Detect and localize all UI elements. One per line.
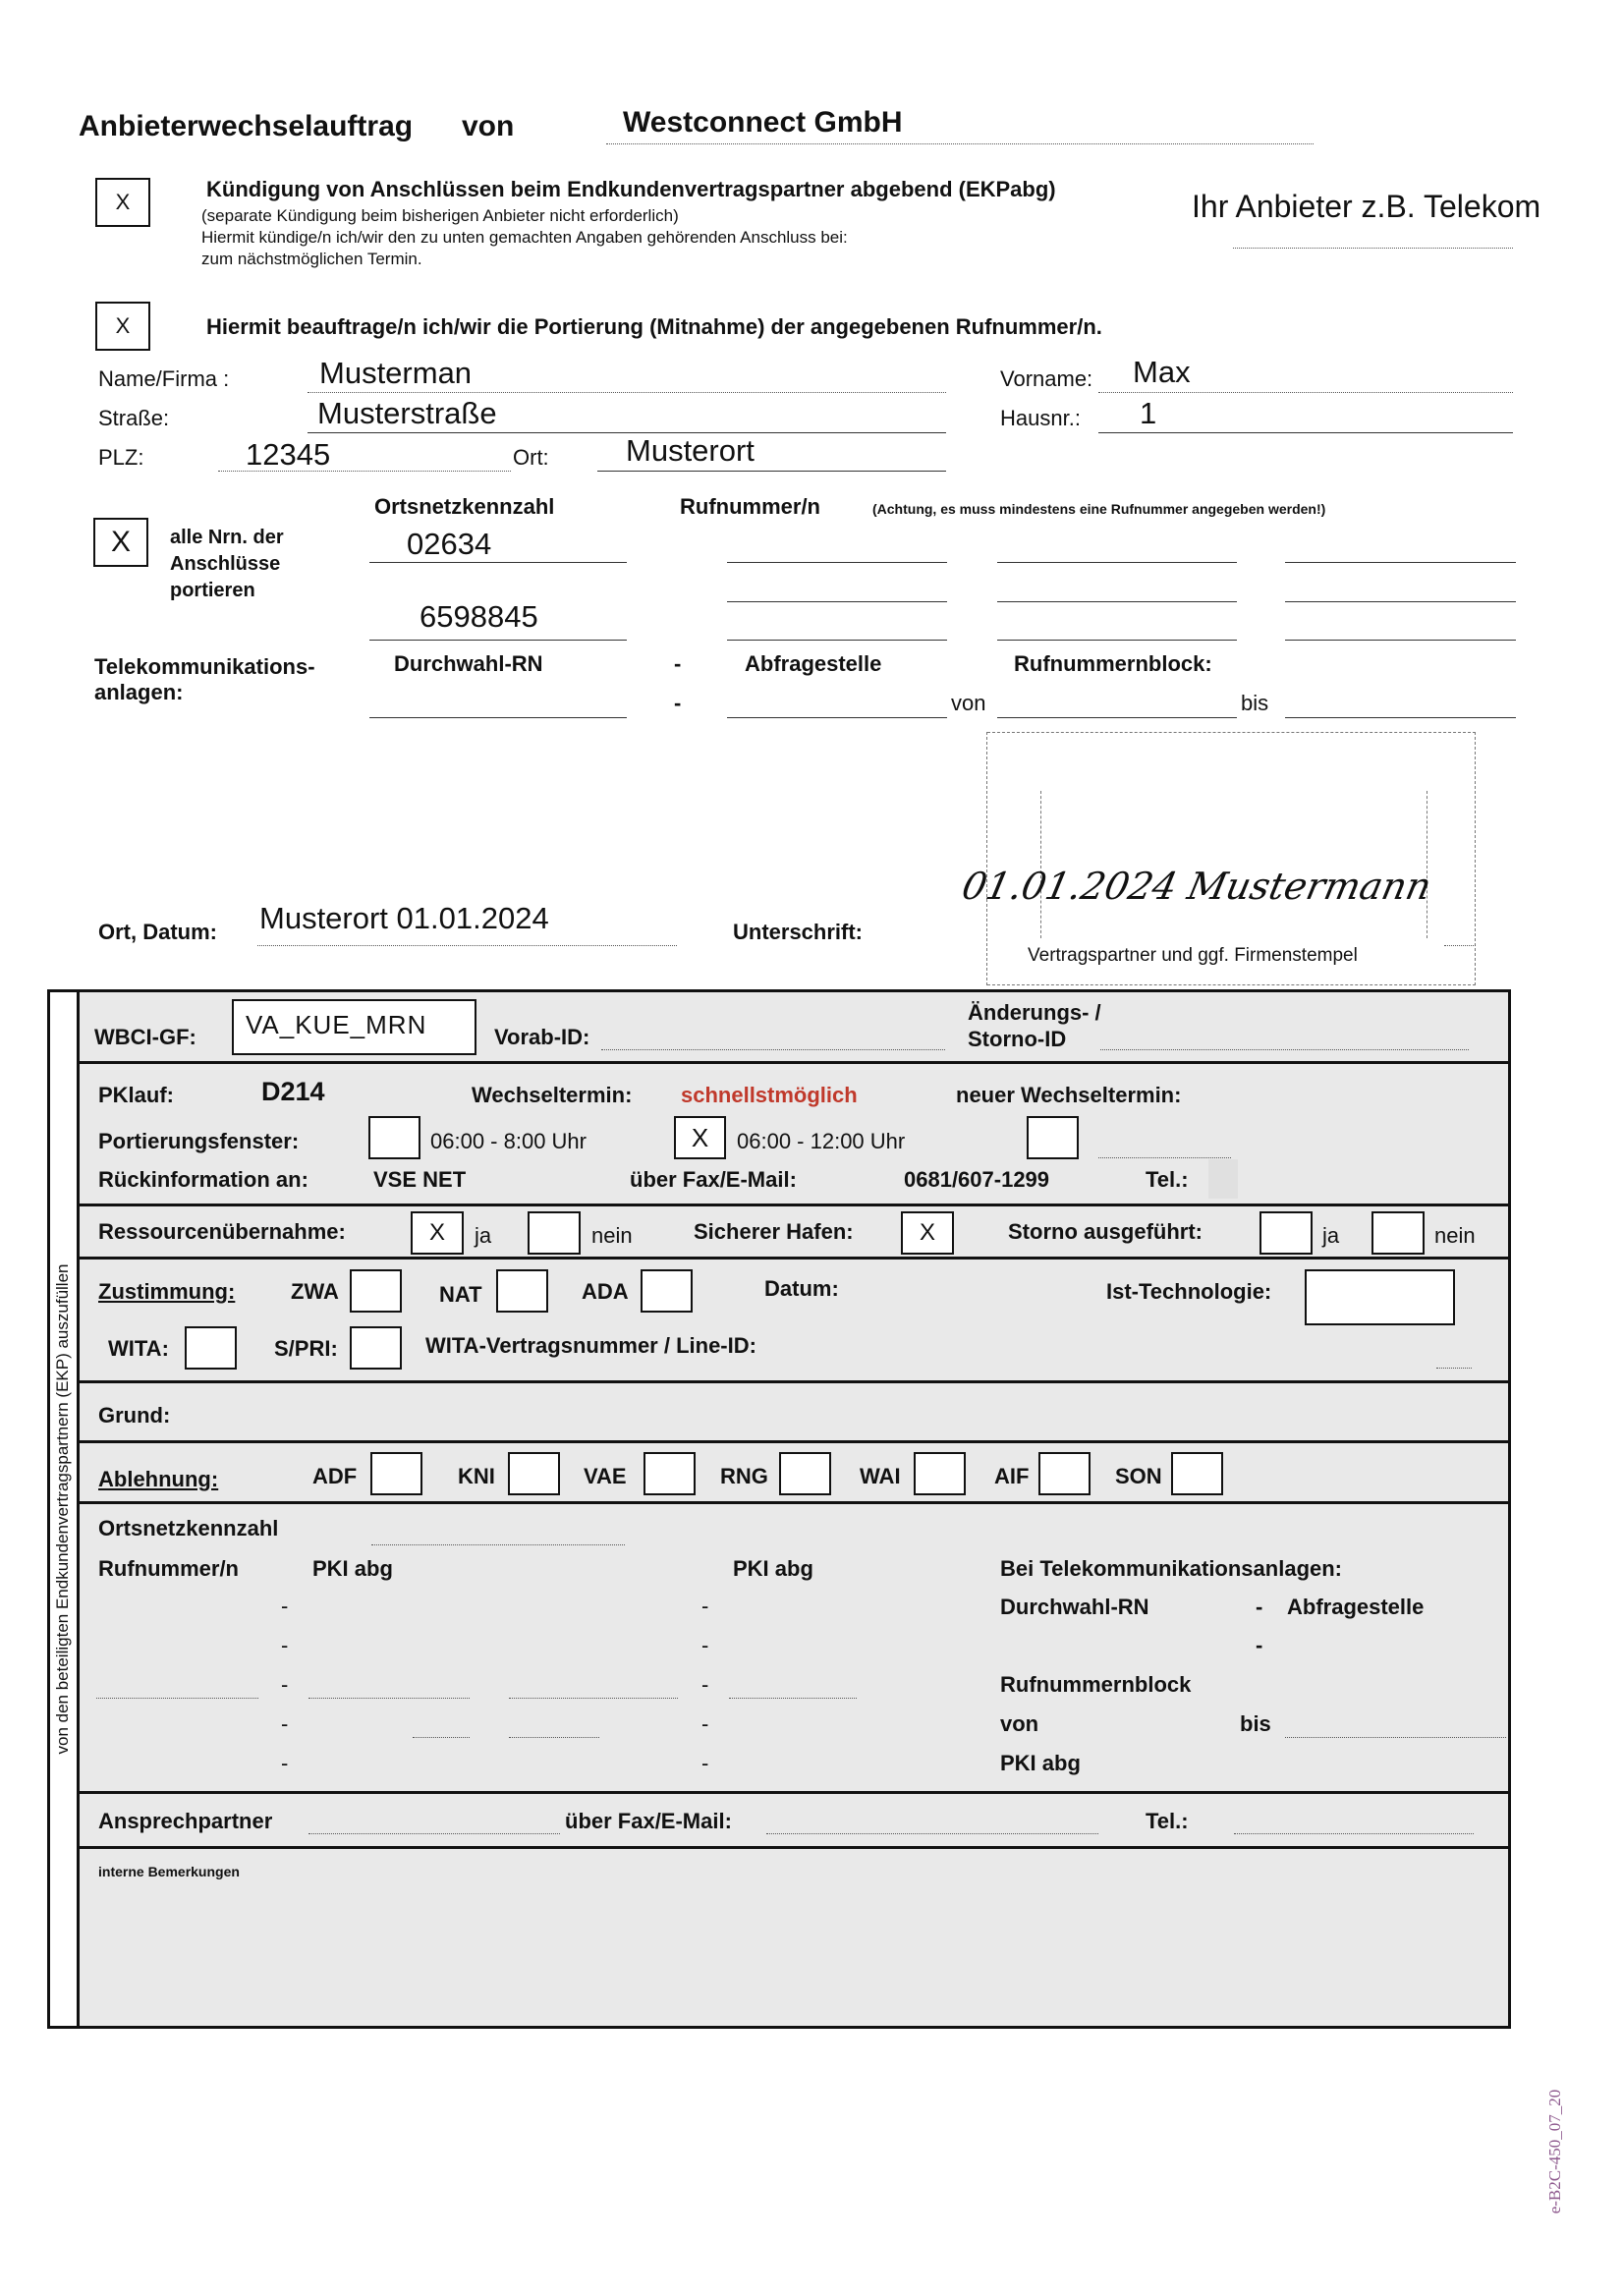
company-name: Westconnect GmbH: [623, 106, 903, 139]
block2-von: von: [1000, 1711, 1039, 1736]
nat-checkbox[interactable]: [496, 1269, 548, 1313]
adf-label: ADF: [312, 1464, 358, 1488]
rufnummer-line-2c: [1285, 601, 1516, 602]
storno-ja-checkbox[interactable]: [1259, 1211, 1313, 1255]
handwritten-signature: 01.01.2024 Mustermann: [958, 865, 1435, 908]
onkz-value[interactable]: 02634: [407, 527, 492, 561]
ort-line: [597, 471, 946, 472]
stamp-caption: Vertragspartner und ggf. Firmenstempel: [1028, 945, 1358, 966]
ansprechpartner-label: Ansprechpartner: [98, 1809, 273, 1833]
form-code: e-B2C-450_07_20: [1545, 2089, 1564, 2214]
row3-line-d: [729, 1698, 857, 1699]
ressource-ja-checkbox[interactable]: X: [411, 1211, 464, 1255]
onkz2-line: [371, 1544, 625, 1545]
storno-label: Storno ausgeführt:: [1008, 1219, 1203, 1244]
aenderung-label-1: Änderungs- /: [968, 1000, 1101, 1025]
onkz-line: [369, 562, 627, 563]
rufnummer-line-2a: [727, 601, 947, 602]
pki-abg-label-1: PKI abg: [312, 1556, 393, 1581]
unterschrift-line: [1444, 945, 1476, 946]
hafen-label: Sicherer Hafen:: [694, 1219, 854, 1244]
row4-line-a: [413, 1737, 470, 1738]
name-line: [308, 392, 946, 393]
rufnummer-line-1a: [727, 562, 947, 563]
name-value[interactable]: Musterman: [319, 356, 473, 390]
all-numbers-label-3: portieren: [170, 580, 255, 601]
ekp-side-label: von den beteiligten Endkundenvertragspartnern (EKP) auszufüllen: [53, 1263, 72, 1755]
spri-checkbox[interactable]: [350, 1326, 402, 1370]
tk-label-2: anlagen:: [94, 680, 184, 704]
durchwahl-line: [369, 717, 627, 718]
aif-checkbox[interactable]: [1038, 1452, 1091, 1495]
row5-dash-b: -: [701, 1751, 709, 1775]
row1-dash-a: -: [281, 1594, 289, 1618]
rufnummer-line-1b: [997, 562, 1237, 563]
storno-nein-label: nein: [1434, 1223, 1476, 1248]
block-label: Rufnummernblock:: [1014, 651, 1212, 676]
row4-dash-a: -: [281, 1711, 289, 1736]
storno-nein-checkbox[interactable]: [1371, 1211, 1425, 1255]
pki-abg-label-3: PKI abg: [1000, 1751, 1081, 1775]
abfragestelle-line: [727, 717, 947, 718]
kuendigung-title: Kündigung von Anschlüssen beim Endkundenvertragspartner abgebend (EKPabg): [206, 177, 1056, 201]
von-label-block: von: [951, 691, 986, 715]
row1-dash-b: -: [701, 1594, 709, 1618]
unterschrift-label: Unterschrift:: [733, 920, 864, 944]
row2-dash-b: -: [701, 1633, 709, 1657]
row3-line-b: [308, 1698, 470, 1699]
fenster-label: Portierungsfenster:: [98, 1129, 300, 1153]
ort-label: Ort:: [513, 445, 549, 470]
fenster3-checkbox[interactable]: [1027, 1116, 1079, 1159]
onkz2-label: Ortsnetzkennzahl: [98, 1516, 279, 1540]
onkz-label: Ortsnetzkennzahl: [374, 494, 555, 519]
aenderung-label-2: Storno-ID: [968, 1027, 1067, 1051]
ressource-ja-label: ja: [475, 1223, 492, 1248]
name-label: Name/Firma :: [98, 366, 230, 391]
son-checkbox[interactable]: [1171, 1452, 1223, 1495]
vae-checkbox[interactable]: [644, 1452, 696, 1495]
durchwahl-label: Durchwahl-RN: [394, 651, 543, 676]
portierung-checkbox[interactable]: X: [95, 302, 150, 351]
ada-label: ADA: [582, 1279, 629, 1304]
bis-line: [1285, 717, 1516, 718]
rufnummer-value-line: [369, 640, 627, 641]
all-numbers-label-2: Anschlüsse: [170, 553, 281, 575]
ressource-label: Ressourcenübernahme:: [98, 1219, 346, 1244]
row3-line-a: [96, 1698, 258, 1699]
strasse-value[interactable]: Musterstraße: [317, 396, 497, 430]
tk2-label: Bei Telekommunikationsanlagen:: [1000, 1556, 1343, 1581]
ansprechpartner-line: [308, 1833, 560, 1834]
von-label: von: [462, 110, 515, 142]
pklauf-value: D214: [261, 1077, 325, 1106]
section-grund: [77, 1380, 1511, 1443]
ressource-nein-label: nein: [591, 1223, 633, 1248]
row5-dash-a: -: [281, 1751, 289, 1775]
pklauf-label: PKlauf:: [98, 1083, 174, 1107]
rufnummer-value[interactable]: 6598845: [420, 599, 538, 634]
spri-label: S/PRI:: [274, 1336, 338, 1361]
rueck-fax-value: 0681/607-1299: [904, 1167, 1050, 1192]
rufnummer-line-3a: [727, 640, 947, 641]
all-numbers-label-1: alle Nrn. der: [170, 527, 284, 548]
ort-datum-value[interactable]: Musterort 01.01.2024: [259, 901, 549, 935]
vorname-line: [1098, 392, 1513, 393]
rufnummer2-label: Rufnummer/n: [98, 1556, 239, 1581]
row3-dash-b: -: [701, 1672, 709, 1697]
abfragestelle-label: Abfragestelle: [745, 651, 882, 676]
tk-label-1: Telekommunikations-: [94, 654, 315, 679]
von-line: [997, 717, 1237, 718]
ressource-nein-checkbox[interactable]: [528, 1211, 581, 1255]
rufnummer-line-3b: [997, 640, 1237, 641]
kuendigung-line2: Hiermit kündige/n ich/wir den zu unten gemachten Angaben gehörenden Anschluss bei:: [201, 228, 848, 247]
vorab-label: Vorab-ID:: [494, 1025, 590, 1049]
durchwahl2-label: Durchwahl-RN: [1000, 1595, 1149, 1619]
wita-nr-label: WITA-Vertragsnummer / Line-ID:: [425, 1333, 756, 1358]
kuendigung-line3: zum nächstmöglichen Termin.: [201, 250, 422, 268]
ansprech-fax-label: über Fax/E-Mail:: [565, 1809, 732, 1833]
wita-nr-line: [1436, 1368, 1472, 1369]
rufnummer-line-1c: [1285, 562, 1516, 563]
ort-datum-line: [257, 945, 677, 946]
rng-label: RNG: [720, 1464, 768, 1488]
wita-label: WITA:: [108, 1336, 169, 1361]
wechseltermin-label: Wechseltermin:: [472, 1083, 633, 1107]
vorab-line: [601, 1049, 945, 1050]
hausnr-label: Hausnr.:: [1000, 406, 1081, 430]
section-bemerkungen[interactable]: [77, 1846, 1511, 2029]
rufnummer-line-3c: [1285, 640, 1516, 641]
aif-label: AIF: [994, 1464, 1030, 1488]
son-label: SON: [1115, 1464, 1162, 1488]
vae-label: VAE: [584, 1464, 627, 1488]
ansprech-tel-label: Tel.:: [1146, 1809, 1189, 1833]
row4-line-b: [509, 1737, 599, 1738]
wbci-value: VA_KUE_MRN: [246, 1010, 427, 1039]
vorname-value[interactable]: Max: [1133, 355, 1191, 389]
company-line: [606, 143, 1314, 144]
ablehnung-label: Ablehnung:: [98, 1467, 219, 1491]
fenster1-checkbox[interactable]: [368, 1116, 420, 1159]
stamp-left-edge: [986, 732, 987, 985]
ort-value[interactable]: Musterort: [626, 433, 755, 468]
row2-dash-a: -: [281, 1633, 289, 1657]
block2-label: Rufnummernblock: [1000, 1672, 1192, 1697]
fenster1-label: 06:00 - 8:00 Uhr: [430, 1129, 587, 1153]
neuer-wechseltermin-label: neuer Wechseltermin:: [956, 1083, 1182, 1107]
aenderung-line: [1100, 1049, 1469, 1050]
fenster2-label: 06:00 - 12:00 Uhr: [737, 1129, 906, 1153]
rueck-tel-label: Tel.:: [1146, 1167, 1189, 1192]
nat-label: NAT: [439, 1282, 482, 1307]
pki-abg-label-2: PKI abg: [733, 1556, 813, 1581]
plz-value[interactable]: 12345: [246, 437, 331, 472]
wita-checkbox[interactable]: [185, 1326, 237, 1370]
zwa-checkbox[interactable]: [350, 1269, 402, 1313]
grund-label: Grund:: [98, 1403, 171, 1428]
plz-line: [218, 471, 511, 472]
ort-datum-label: Ort, Datum:: [98, 920, 217, 944]
durchwahl2-dash: -: [1256, 1595, 1263, 1619]
vorname-label: Vorname:: [1000, 366, 1093, 391]
wai-checkbox[interactable]: [914, 1452, 966, 1495]
section-ansprechpartner: [77, 1791, 1511, 1849]
wbci-label: WBCI-GF:: [94, 1025, 196, 1049]
ansprech-fax-line: [766, 1833, 1098, 1834]
kuendigung-line1: (separate Kündigung beim bisherigen Anbieter nicht erforderlich): [201, 206, 679, 225]
provider-name: Ihr Anbieter z.B. Telekom: [1192, 189, 1541, 224]
hafen-checkbox[interactable]: X: [901, 1211, 954, 1255]
ist-technologie-label: Ist-Technologie:: [1106, 1279, 1272, 1304]
tel-shade: [1208, 1159, 1238, 1199]
bemerkungen-label: interne Bemerkungen: [98, 1864, 240, 1879]
plz-label: PLZ:: [98, 445, 144, 470]
kuendigung-checkbox[interactable]: X: [95, 178, 150, 227]
abfragestelle2-dash: -: [1256, 1633, 1263, 1657]
adf-checkbox[interactable]: [370, 1452, 422, 1495]
provider-line: [1233, 248, 1513, 249]
rueck-label: Rückinformation an:: [98, 1167, 308, 1192]
dash-2: -: [674, 691, 682, 715]
portierung-text: Hiermit beauftrage/n ich/wir die Portierung (Mitnahme) der angegebenen Rufnummer/n.: [206, 314, 1102, 339]
ansprech-tel-line: [1234, 1833, 1474, 1834]
section-rufnummern: [77, 1501, 1511, 1794]
ist-technologie-box[interactable]: [1305, 1269, 1455, 1325]
form-title: Anbieterwechselauftrag: [79, 110, 414, 142]
hausnr-line: [1098, 432, 1513, 433]
fenster3-line: [1098, 1157, 1231, 1158]
kni-label: KNI: [458, 1464, 495, 1488]
rufnummer-achtung: (Achtung, es muss mindestens eine Rufnummer angegeben werden!): [872, 501, 1326, 517]
rufnummer-label: Rufnummer/n: [680, 494, 820, 519]
rng-checkbox[interactable]: [779, 1452, 831, 1495]
block2-bis: bis: [1240, 1711, 1271, 1736]
block2-bis-line: [1285, 1737, 1506, 1738]
wechseltermin-value: schnellstmöglich: [681, 1083, 858, 1107]
wai-label: WAI: [860, 1464, 901, 1488]
zwa-label: ZWA: [291, 1279, 339, 1304]
abfragestelle2-label: Abfragestelle: [1287, 1595, 1425, 1619]
rueck-fax-label: über Fax/E-Mail:: [630, 1167, 797, 1192]
zustimmung-label: Zustimmung:: [98, 1279, 236, 1304]
datum-label: Datum:: [764, 1276, 839, 1301]
bis-label-block: bis: [1241, 691, 1269, 715]
row4-dash-b: -: [701, 1711, 709, 1736]
fenster2-checkbox[interactable]: X: [674, 1116, 726, 1159]
kni-checkbox[interactable]: [508, 1452, 560, 1495]
all-numbers-checkbox[interactable]: X: [93, 518, 148, 567]
ada-checkbox[interactable]: [641, 1269, 693, 1313]
storno-ja-label: ja: [1322, 1223, 1340, 1248]
rufnummer-line-2b: [997, 601, 1237, 602]
hausnr-value[interactable]: 1: [1140, 396, 1157, 430]
rueck-value: VSE NET: [373, 1167, 467, 1192]
dash-1: -: [674, 651, 682, 676]
row3-dash-a: -: [281, 1672, 289, 1697]
row3-line-c: [509, 1698, 678, 1699]
strasse-label: Straße:: [98, 406, 170, 430]
